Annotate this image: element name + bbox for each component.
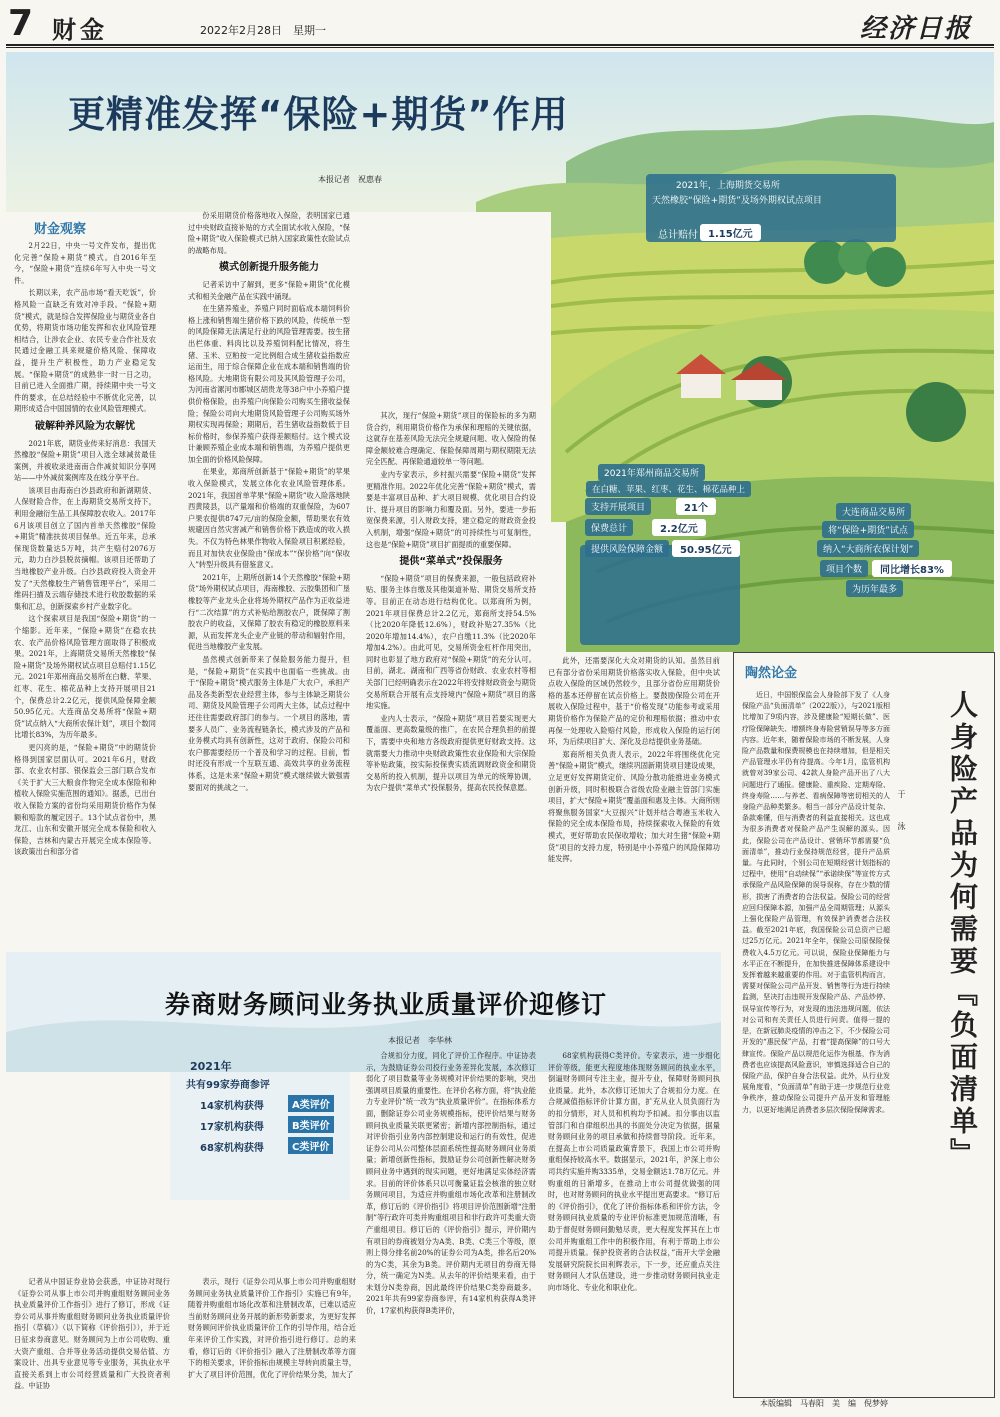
paragraph: 在果业，郑商所创新基于“保险+期货”的苹果收入保险模式，发展立体化农业风险管理体系。2021年，我国首单苹果“保险+期货”收入险落地陕西黄陵县，以产量端和价格端的双重保险，为607户果农提供8747元/亩的保险金额，帮助果农有效规避因自然灾害减产和销售价格下跌造成的收入损失。不仅为特色林果作物收入保险项目积累经验，而且对加快农业保险由“保成本”“保价格”向“保收入”转型升级具有借鉴意义。 <box>188 467 350 570</box>
graphic-total: 共有99家券商参评 <box>186 1080 270 1091</box>
article2-col4 <box>548 1050 720 1404</box>
issue-date: 2022年2月28日 星期一 <box>200 24 326 37</box>
paragraph: 这个探索项目是我国“保险+期货”的一个缩影。近年来，“保险+期货”在稳农扶农、农产品价格风险管理方面取得了积极成果。2021年，上海期货交易所天然橡胶“保险+期货”及场外期权试点项目总赔付1.15亿元。2021年郑州商品交易所在白糖、苹果、红枣、花生、棉花品种上支持开展项目21个，保费总计2.2亿元，提供风险保障金额50.95亿元。大连商品交易所将“保险+期货”试点纳入“大商所农保计划”，项目个数同比增长83%，为历年最多。 <box>14 614 156 740</box>
paragraph: 此外，还需要深化大众对期货的认知。虽然目前已有部分省份采用期货价格落实收入保险，但中央试点收入保险的区域仍然较少，且部分省份应用期货价格的基本还停留在试点价格上。要鼓励保险公司在开展收入保险过程中，基于“价格发现”功能参考或采用期货价格作为保险产品的定价和理赔依据；推动中农再保一处理收入险赔付风险，形成收入保险的运行闭环，为后续项目扩大、深化及总结提供业务基础。 <box>548 656 720 747</box>
paragraph: 记者采访中了解到，更多“保险+期货”优化模式和相关金融产品在实践中涌现。 <box>188 279 350 301</box>
article2-col1 <box>14 1276 170 1404</box>
commentary-title: 人身险产品为何需要『负面清单』 <box>946 690 979 1170</box>
paragraph: 合规扣分力度，同化了评价工作程序。中证协表示，为鼓励证券公司投行业务差异化发展，本次修订弱化了项目数量等业务规模对评价结果的影响，突出强调项目质量的重要性。在评价名称方面，将“执业能力专业评价”统一改为“执业质量评价”。在指标体系方面，删除证券公司业务规模指标，使评价结果与财务顾问执业质量关联更紧密；新增内部控制指标，通过对评价指引业务内部控制建设和运行的有效性，促进证券公司从公司整体层面系统性提高财务顾问业务质量；新增创新性指标，鼓励证券公司创新性解决财务顾问业务中遇到的现实问题，更好地满足实体经济需求。目前的评价体系只以可衡量证监会核准的独立财务顾问项目，为适应并购重组市场化改革和注册制改革，修订后的《评价指引》将项目评价范围新增“注册制”等行政许可类并购重组项目和非行政许可类重大资产重组项目。修订后的《评价指引》提示，评价期内有项目的券商被划分为A类、B类、C类三个等级，原则上得分排名前20%的证券公司为A类，排名后20%的为C类，其余为B类。评价期内无项目的券商无得分，统一确定为N类。从去年的评价结果来看，由于未划分N类券商，因此最终评价结果C类券商最多。2021年共有99家券商参评，有14家机构获得A类评价，17家机构获得B类评价， <box>366 1051 536 1316</box>
graphic3-l1: 大连商品交易所 <box>836 503 911 520</box>
article2-col3 <box>366 1050 536 1404</box>
article2-byline: 本报记者 李华林 <box>388 1036 452 1045</box>
paragraph: 表示，现行《证券公司从事上市公司并购重组财务顾问业务执业质量评价工作指引》实施已有9年，随着并购重组市场化改革和注册制改革，已难以适应当前财务顾问业务开展的新形势新要求，为更好发挥财务顾问评价执业质量评价工作的引导作用，结合近年来评价工作实践，对评价指引进行修订。总的来看，修订后的《评价指引》融入了注册制改革等方面下的相关要求，评价指标由规模主导转向质量主导，扩大了项目评价范围，优化了评价结果分类，加大了 <box>188 1277 356 1379</box>
paragraph: 该项目由海南白沙县政府和新湖期货、人保财险合作，在上海期货交易所支持下，利用金融衍生品工具保障胶农收入。2017年6月该项目创立了国内首单天然橡胶“保险+期货”精准扶贫项目保单。近五年来，总承保现货数量达5万吨，共产生赔付2076万元，助力白沙县脱贫摘帽。该项目还帮助了当地橡胶产业升级。白沙县政府投入资金开发了“天然橡胶生产销售管理平台”，采用二维码扫描及云端存储技术进行收胶数据的采集和汇总，创新探索乡村产业数字化。 <box>14 485 156 611</box>
article1-col1 <box>14 240 156 945</box>
graphic3-value: 同比增长83% <box>872 560 952 577</box>
graphic2-title: 2021年郑州商品交易所 <box>598 464 705 481</box>
page-editors: 本版编辑 马春阳 美 编 倪梦婷 <box>760 1399 888 1408</box>
graphic2-panel <box>580 545 740 645</box>
article1-col4 <box>548 655 720 945</box>
graphic-row2-grade: B类评价 <box>288 1116 334 1133</box>
graphic2-r2-label: 保费总计 <box>585 519 633 536</box>
graphic2-r1-label: 支持开展项目 <box>585 498 651 515</box>
paragraph: 业内专家表示，乡村振兴需要“保险+期货”发挥更精准作用。2022年优化完善“保险+期货”模式，需要是丰富项目品种、扩大项目规模、优化项目合约设计、提升项目的影响力和覆及面。另外，要进一步拓宽保费来源，引入财政支持，建立稳定的财政资金投入机制，增强“保险+期货”的可持续性与可复制性，这也是“保险+期货”项目扩面提质的重要保障。 <box>366 469 536 549</box>
page-number: 7 <box>8 3 34 44</box>
paragraph: 2021年，上期所创新14个天然橡胶“保险+期货”场外期权试点项目，海南橡胶、云胶集团和广垦橡胶等产业龙头企业将场外期权产品作为正收益进行“二次结算”的方式补贴给割胶农户，既保障了割胶农户的收益，又保障了胶农有稳定的橡胶原料来源，从而发挥龙头企业产业链的带动和辐射作用，促进当地橡胶产业发展。 <box>188 572 350 652</box>
graphic-row1: 14家机构获得 <box>200 1101 264 1112</box>
graphic-row1-grade: A类评价 <box>288 1095 334 1112</box>
paragraph: 长期以来，农产品市场“看天吃饭”，价格风险一直缺乏有效对冲手段。“保险+期货”模式，就是综合发挥保险业与期货业各自优势，将期货市场功能发挥和农业风险管理相结合，让涉农企业、农民专业合作社及农民通过金融工具来规避价格风险、保障收益，提升生产积极性，助力产业稳定发展。“保险+期货”的成熟非一时一日之功，目前已进入全面推广期，持续期中央一号文件的要求，在总结经验中不断优化完善，以期形成适合中国国情的农业风险管理模式。 <box>14 288 156 414</box>
article2-col2 <box>188 1276 356 1404</box>
graphic3-l2: 将“保险+期货”试点 <box>822 521 914 538</box>
commentary-author: 于 泳 <box>897 790 906 838</box>
paragraph: 在生猪养殖业，养殖户同时面临成本端饲料价格上涨和销售端生猪价格下跌的风险，传统单一型的风险保障无法满足行业的风险管理需要。按生猪出栏体重、料肉比以及养殖饲料配比情况，将生猪、玉米、豆粕按一定比例组合成生猪收益指数应运而生，用于综合保障企业在成本端和销售端的价格风险。大地期货有限公司及其风险管理子公司，为河南省漯河市郾城区胡贵龙等38户中小养殖户提供价格保险，由养殖户向保险公司购买生猪收益保险；保险公司向大地期货风险管理子公司购买场外期权实现再保险；期期后，若生猪收益指数低于目标价格时，参保养殖户获得差额赔付。这个模式设计兼顾养殖企业成本端和销售端，为养殖户提供更加全面的价格风险保障。 <box>188 304 350 464</box>
graphic3-l5: 为历年最多 <box>846 580 903 597</box>
graphic2-r1-value: 21个 <box>676 498 716 515</box>
graphic1-label: 总计赔付 <box>658 230 698 241</box>
article1-col3 <box>366 410 536 945</box>
graphic2-line: 在白糖、苹果、红枣、花生、棉花品种上 <box>586 481 751 497</box>
subhead: 提供“菜单式”投保服务 <box>399 556 503 568</box>
graphic2-r3-value: 50.95亿元 <box>672 540 740 557</box>
paragraph: 郑商所相关负责人表示，2022年将围绕优化完善“保险+期货”模式，继续巩固新期货项目建设成果，立足更好发挥期货定价、风险分散功能推进业务模式创新升级，同时积极联合省级农险业融主管部门实施项目，扩大“保险+期货”覆盖面和惠及主体。大商所则将聚焦服务国家“大豆振兴”计划并结合粤港玉米收入保险的完全成本保险布局，持续探索收入保险的有效模式，更好帮助农民保收增收；加大对生猪“保险+期货”项目的支持力度，特别是中小养殖户的风险保障功能发挥。 <box>548 749 720 864</box>
graphic3-label: 项目个数 <box>820 560 868 577</box>
section-name: 财金 <box>52 15 108 44</box>
paragraph: 近日，中国银保监会人身险部下发了《人身保险产品“负面清单”（2022版）》，与2021版相比增加了9项内容，涉及健康险“短期长做”、医疗险保障缺失、增额终身寿险营销误导等多方面内容。近年来，随着保险市场的不断发展，人身险产品数量和保费规模也在持续增加，但是相关产品管理水平仍有待提高。今年1月，监管机构就曾对39家公司、42款人身险产品开出了八大问题进行了通报。健康险、重疾险、定期寿险、终身寿险……与养老、看病保障等密切相关的人身险产品种类繁多。相当一部分产品设计复杂、条款难懂，但与消费者的利益直接相关。这也成为很多消费者对保险产品产生误解的源头。因此，保险公司在产品设计、营销环节都需要“负面清单”，推动行业保持规范经营，提升产品质量。与此同时，个别公司在短期经营计划指标的过程中，使用“自动续保”“承诺续保”等宣传方式承保险产品风险保障的误导误称，存在少数的情形，损害了消费者的合法权益。保险公司的经营应回归保障本源，加强产品全周期管理；从源头上强化保险产品管理，有效保护消费者合法权益。截至2021年底，我国保险公司总资产已超过25万亿元。2021年全年，保险公司原保险保费收入4.5万亿元。可以说，保险业保障能力与水平正在不断提升，在加快推进保障体系建设中发挥着越来越重要的作用。对于监管机构而言，需要对保险公司产品开发、销售等行为进行持续监测，坚决打击违规开发保险产品、产品炒停、误导宣传等行为，对发现的违法违规问题，依法对公司和有关责任人员进行问责。值得一提的是，在新冠肺炎疫情的冲击之下，不少保险公司开发的“惠民保”产品，打着“提高保障”的口号大肆宣传。保险产品以规范化运作为根基，作为消费者也应该提高风险意识，审慎选择适合自己的保险产品，保护自身合法权益。此外，从行业发展角度看，“负面清单”有助于进一步规范行业竞争秩序，推动保险公司提升产品开发和管理能力，以更好地满足消费者多层次保险保障需求。 <box>742 691 890 1114</box>
paragraph: 更闪亮的是，“保险+期货”中的期货价格得到国家层面认可。2021年6月，财政部、农业农村部、银保监会三部门联合发布《关于扩大三大粮食作物完全成本保险和种植收入保险实施范围的通知》。据悉，已出台收入保险方案的省份均采用期货价格作为保额和赔款的履定因子。13个试点省份中，黑龙江、山东和安徽开展完全成本保险和收入保险，吉林和内蒙古开展完全成本保险等。该政策出台和部分省 <box>14 742 156 857</box>
graphic3-l3: 纳入“大商所农保计划” <box>817 540 919 557</box>
paragraph: “保险+期货”项目的保费来源，一般包括政府补贴、服务主体自缴及其他渠道补贴、期货交易所支持等。目前正在动态进行结构优化。以郑商所为例，2021年项目保费总计2.2亿元，郑商所支持54.5%（比2020年降低12.6%），财政补贴27.35%（比2020年增加14.4%），农户自缴11.3%（比2020年增加4.2%）。由此可见，交易所资金杠杆作用突出，同时也彰显了地方政府对“保险+期货”的充分认可。目前，湖北、湖南和广西等省份财政、农业农村等相关部门已经明确表示在2022年将安排财政资金与期货交易所联合开展有点支持境内“保险+期货”项目的落地实施。 <box>366 573 536 711</box>
paragraph: 业内人士表示，“保险+期货”项目若要实现更大覆盖面、更高数量级的推广，在农民合理负担的前提下，需要中央和地方各级政府提供更好财政支持。这就需要大力推动中央财政政策性农业保险和大宗保险等补贴政策，按实际投保费实质流调财政资金和期货交易所的投入机制，提升以项目为单元的统筹协调，为农户提供“菜单式”投保服务，提高农民投保意愿。 <box>366 713 536 793</box>
graphic2-r3-label: 提供风险保障金额 <box>585 540 669 557</box>
paragraph: 68家机构获得C类评价。专家表示，进一步细化评价等级，能更大程度地体现财务顾问的执业水平，倒逼财务顾问专注主业，提升专业，保障财务顾问执业质量。此外，本次修订还加大了合规扣分力度。在合规减值指标评价计算方面，扩充从业人员负面行为的扣分情形，对人员和机构均予扣减。扣分事由以监管部门和自律组织出具的书面处分决定为依据，据量财务顾问业务的项目承做和持续督导阶段。近年来，在提高上市公司质量政策背景下，我国上市公司并购重组保持较高水平。数据显示，2021年，沪深上市公司共约实施并购3335单，交易金额达1.78万亿元。并购重组的日渐增多，在推动上市公司提优做强的同时，也对财务顾问的执业水平提出更高要求。“修订后的《评价指引》，优化了评价指标体系和评价方法，令财务顾问执业质量的专业评价标准更加规范清晰，有助于督促财务顾问勤勉尽责，更大程度发挥其在上市公司并购重组工作中的积极作用，有利于帮助上市公司提升质量。保护投资者的合法权益，”南开大学金融发展研究院院长田利辉表示，下一步，还应重点关注财务顾问人才队伍建设，进一步推动财务顾问执业走向市场化、专业化和职业化。 <box>548 1051 720 1292</box>
commentary-body <box>742 690 890 1390</box>
graphic2-r2-value: 2.2亿元 <box>652 519 706 536</box>
article2-graphic <box>170 1072 350 1200</box>
graphic1-value: 1.15亿元 <box>700 224 761 241</box>
graphic1-line2: 天然橡胶“保险+期货”及场外期权试点项目 <box>652 196 822 206</box>
paragraph: 虽然模式创新带来了保险服务能力提升，但是，“保险+期货”在实践中也面临一些挑战。由于“保险+期货”模式服务主体是广大农户，承担产品及各类新型农业经营主体，参与主体缺乏期货公司、期货及风险管理子公司两大主体，试点过程中还往往需要政府部门的参与。一个项目的落地，需要多人员广、业务流程链条长，模式涉及的产品和业务模式均具有创新性，这对于政府、保险公司和农户都需要经历一个普及和学习的过程。目前，暂时还没有形成一个互联互通、高效共享的业务流程体系，这是未来“保险+期货”模式继续做大做强需要面对的挑战之一。 <box>188 654 350 792</box>
paragraph: 份采用期货价格落地收入保险，表明国家已通过中央财政直接补贴的方式全面试水收入保险，“保险+期货”收入保险模式已纳入国家政策性农险试点的战略布局。 <box>188 211 350 255</box>
paragraph: 记者从中国证券业协会获悉，中证协对现行《证券公司从事上市公司并购重组财务顾问业务执业质量评价工作指引》进行了修订，形成《证券公司从事并购重组财务顾问业务执业质量评价指引（草稿）》（以下简称《评价指引》），并于近日征求券商意见。财务顾问为上市公司收购、重大资产重组、合并等业务活动提供交易估值、方案设计、出具专业意见等专业服务，其执业水平直接关系到上市公司经营质量和广大投资者利益。中证协 <box>14 1277 170 1391</box>
subhead: 破解种养风险为农解忧 <box>35 420 135 432</box>
byline: 本报记者 祝惠春 <box>318 175 382 184</box>
article1-col2 <box>188 210 350 945</box>
newspaper-logo: 经济日报 <box>860 14 973 44</box>
article2-headline: 券商财务顾问业务执业质量评价迎修订 <box>165 990 608 1019</box>
column-label: 财金观察 <box>34 222 87 237</box>
commentary-column-label: 陶然论金 <box>745 666 798 681</box>
header-rule <box>6 44 994 48</box>
graphic-row3: 68家机构获得 <box>200 1143 264 1154</box>
main-headline: 更精准发挥“保险+期货”作用 <box>68 93 569 136</box>
subhead: 模式创新提升服务能力 <box>219 262 319 274</box>
graphic-row2: 17家机构获得 <box>200 1122 264 1133</box>
graphic-year: 2021年 <box>190 1060 232 1073</box>
graphic1-line1: 2021年，上海期货交易所 <box>676 181 780 191</box>
paragraph: 其次，现行“保险+期货”项目的保险标的多为期货合约，利用期货价格作为承保和理赔的关键依据，这就存在基差风险无法完全规避问题、收入保险的保障金额较难合理确定、保险保障周期与期权期限无法完全匹配、再保险通道较单一等问题。 <box>366 411 536 467</box>
paragraph: 2月22日，中央一号文件发布，提出优化完善“保险+期货”模式。自2016年至今，“保险+期货”连续6年写入中央一号文件。 <box>14 241 156 285</box>
paragraph: 2021年底，期货业传来好消息：我国天然橡胶“保险+期货”项目入选全球减贫最佳案例，并被收录进南南合作减贫知识分享网站——中外减贫案例库及在线分享平台。 <box>14 438 156 483</box>
graphic-row3-grade: C类评价 <box>288 1137 333 1154</box>
